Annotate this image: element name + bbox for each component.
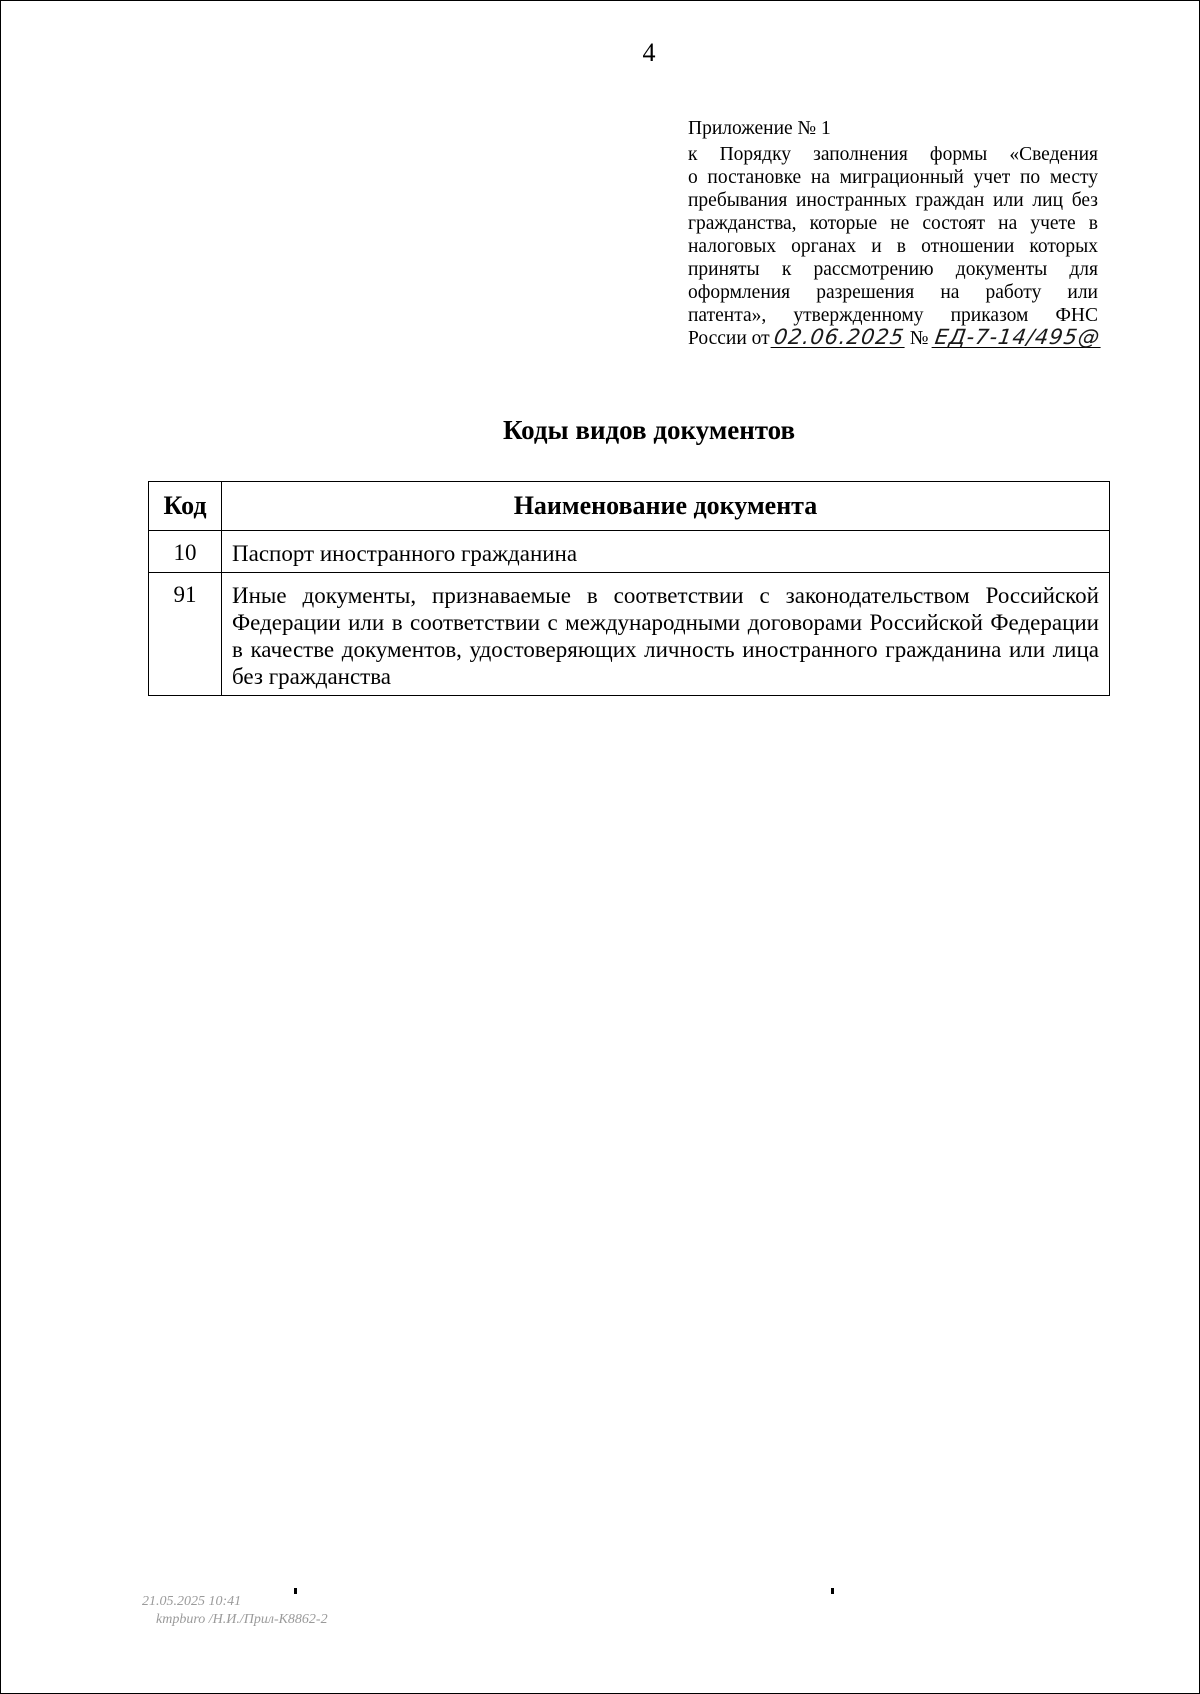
row-code: 10 xyxy=(149,531,222,573)
document-codes-table xyxy=(148,481,1110,696)
row-name: Паспорт иностранного гражданина xyxy=(222,531,1110,573)
appendix-line: пребывания иностранных граждан или лиц без xyxy=(688,190,1098,211)
appendix-title: Приложение № 1 xyxy=(688,118,831,139)
table-row xyxy=(149,573,1110,696)
appendix-line: к Порядку заполнения формы «Сведения xyxy=(688,144,1098,165)
header-name: Наименование документа xyxy=(222,482,1110,531)
row-name: Иные документы, признаваемые в соответствии с законодательством Российской Федерации или в соответствии с международными договорами Российской Федерации в качестве документов, удостоверяющих личность иностранного гражданина или лица без гражданства xyxy=(222,573,1110,696)
appendix-line: приняты к рассмотрению документы для xyxy=(688,259,1098,280)
footer-datetime: 21.05.2025 10:41 xyxy=(142,1594,242,1609)
order-line xyxy=(688,325,1102,350)
appendix-line: оформления разрешения на работу или xyxy=(688,282,1098,303)
footer-file-ref: kmpburo /Н.И./Прил-К8862-2 xyxy=(142,1612,328,1627)
appendix-block xyxy=(688,117,1102,350)
footer-stamp xyxy=(142,1593,328,1629)
table-row xyxy=(149,531,1110,573)
row-code: 91 xyxy=(149,573,222,696)
document-title: Коды видов документов xyxy=(502,415,796,445)
order-date-handwritten: 02.06.2025 xyxy=(772,325,906,349)
header-code: Код xyxy=(149,482,222,531)
appendix-line: о постановке на миграционный учет по месту xyxy=(688,167,1098,188)
appendix-line: патента», утвержденному приказом ФНС xyxy=(688,305,1098,326)
order-prefix: России от xyxy=(688,328,770,349)
appendix-text xyxy=(688,143,1098,327)
order-number-handwritten: ЕД-7-14/495@ xyxy=(932,325,1102,349)
order-number-label: № xyxy=(909,328,929,349)
table-header-row xyxy=(149,482,1110,531)
appendix-line: гражданства, которые не состоят на учете в xyxy=(688,213,1098,234)
scan-mark xyxy=(831,1588,834,1594)
page-number: 4 xyxy=(642,38,656,67)
appendix-line: налоговых органах и в отношении которых xyxy=(688,236,1098,257)
